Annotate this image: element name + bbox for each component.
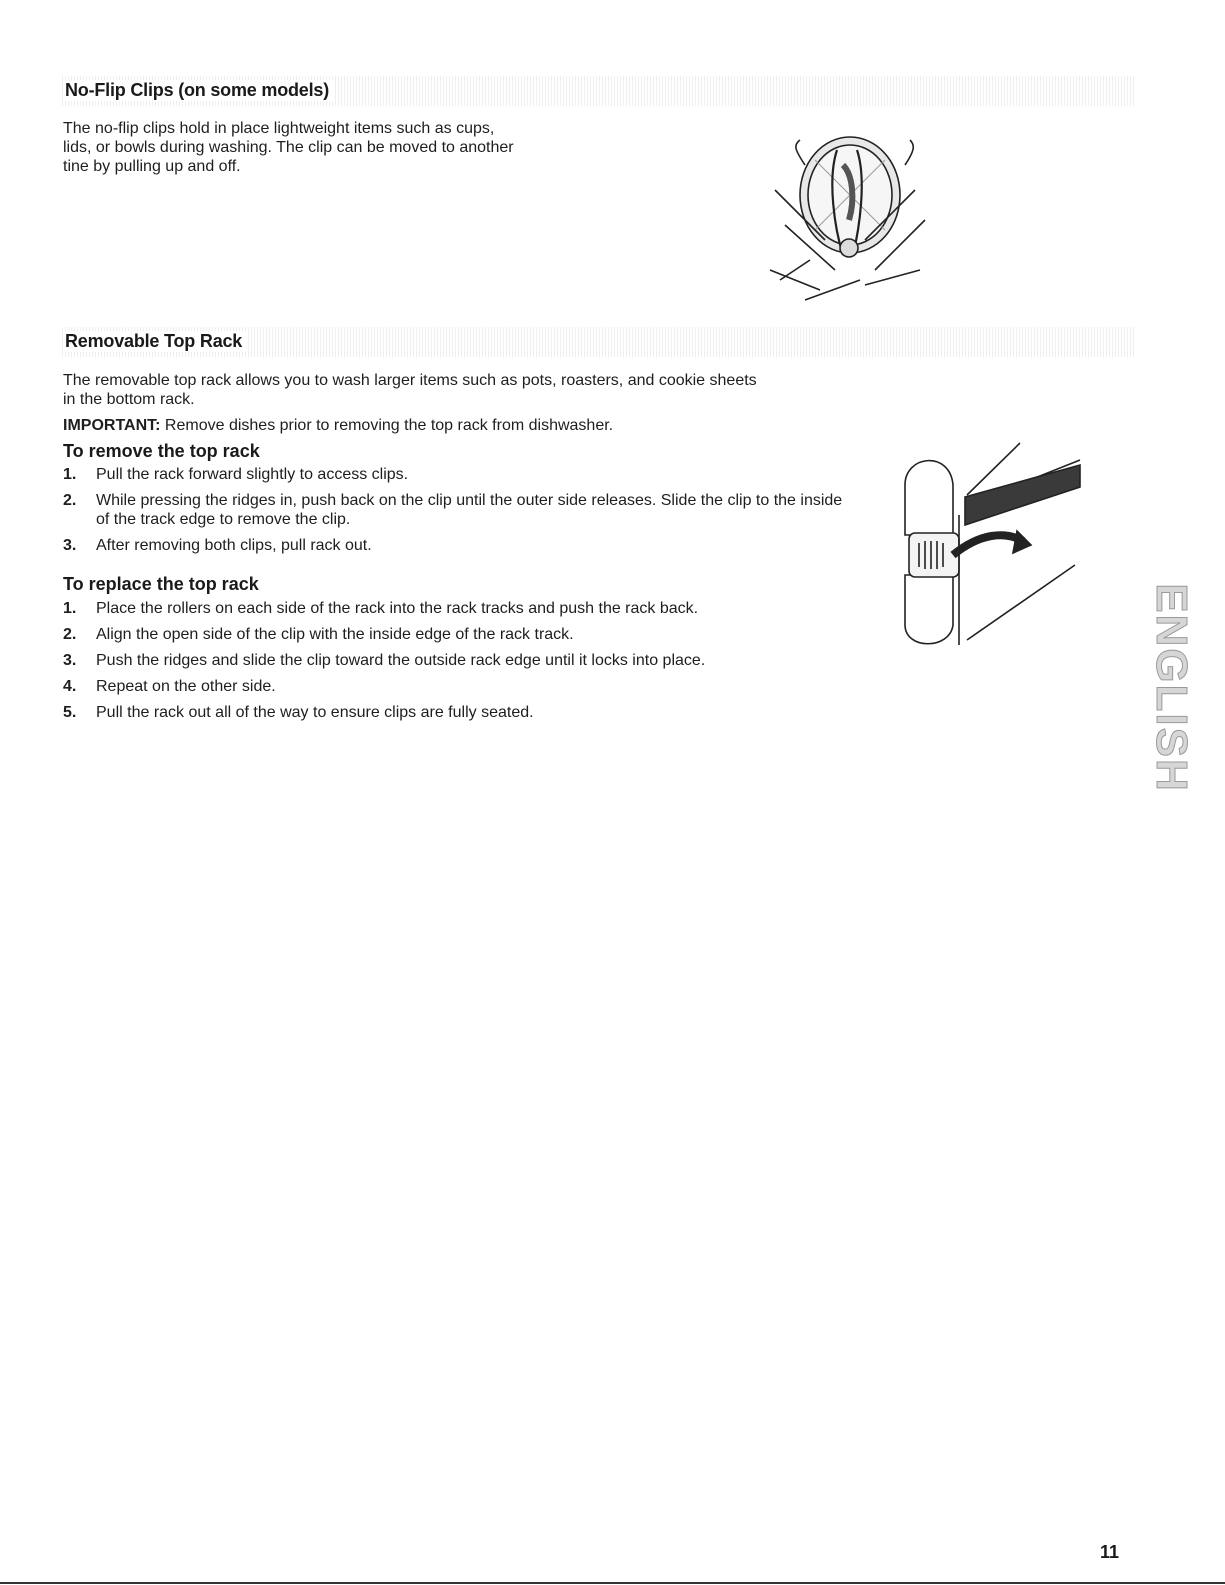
list-item: 1. Pull the rack forward slightly to access clips. [63,466,409,483]
bottom-divider [0,1582,1225,1584]
text-line: The no-flip clips hold in place lightweight items such as cups, [63,120,495,137]
replace-rack-heading: To replace the top rack [63,574,259,594]
rack-clip-illustration [895,435,1095,660]
list-item: 2. Align the open side of the clip with the inside edge of the rack track. [63,626,574,643]
remove-rack-heading: To remove the top rack [63,441,260,461]
list-item: 5. Pull the rack out all of the way to ensure clips are fully seated. [63,704,534,721]
no-flip-clip-illustration [765,120,935,310]
replace-steps-list [63,599,843,729]
important-note [63,416,863,435]
list-item: 2. While pressing the ridges in, push back on the clip until the outer side releases. Slide the clip to the inside of the track edge to remove the clip. [63,492,843,528]
top-rack-intro [63,371,863,409]
language-side-tab: ENGLISH [1147,583,1196,793]
important-label: IMPORTANT: [63,417,161,434]
text-line: The removable top rack allows you to wash larger items such as pots, roasters, and cookie sheets [63,372,757,389]
important-text: Remove dishes prior to removing the top rack from dishwasher. [160,417,614,434]
page-number: 11 [1100,1542,1120,1562]
list-item: 4. Repeat on the other side. [63,678,276,695]
list-item: 1. Place the rollers on each side of the rack into the rack tracks and push the rack back. [63,600,699,617]
list-item: 3. After removing both clips, pull rack out. [63,537,372,554]
section-header-no-flip-clips [62,76,1135,106]
section-title: No-Flip Clips (on some models) [65,80,333,101]
remove-steps-list [63,465,843,562]
section-header-removable-top-rack [62,327,1135,357]
text-line: in the bottom rack. [63,391,195,408]
text-line: lids, or bowls during washing. The clip can be moved to another [63,139,514,156]
section-title: Removable Top Rack [65,331,246,352]
list-item: 3. Push the ridges and slide the clip toward the outside rack edge until it locks into place. [63,652,706,669]
text-line: tine by pulling up and off. [63,158,241,175]
no-flip-description [63,119,603,176]
